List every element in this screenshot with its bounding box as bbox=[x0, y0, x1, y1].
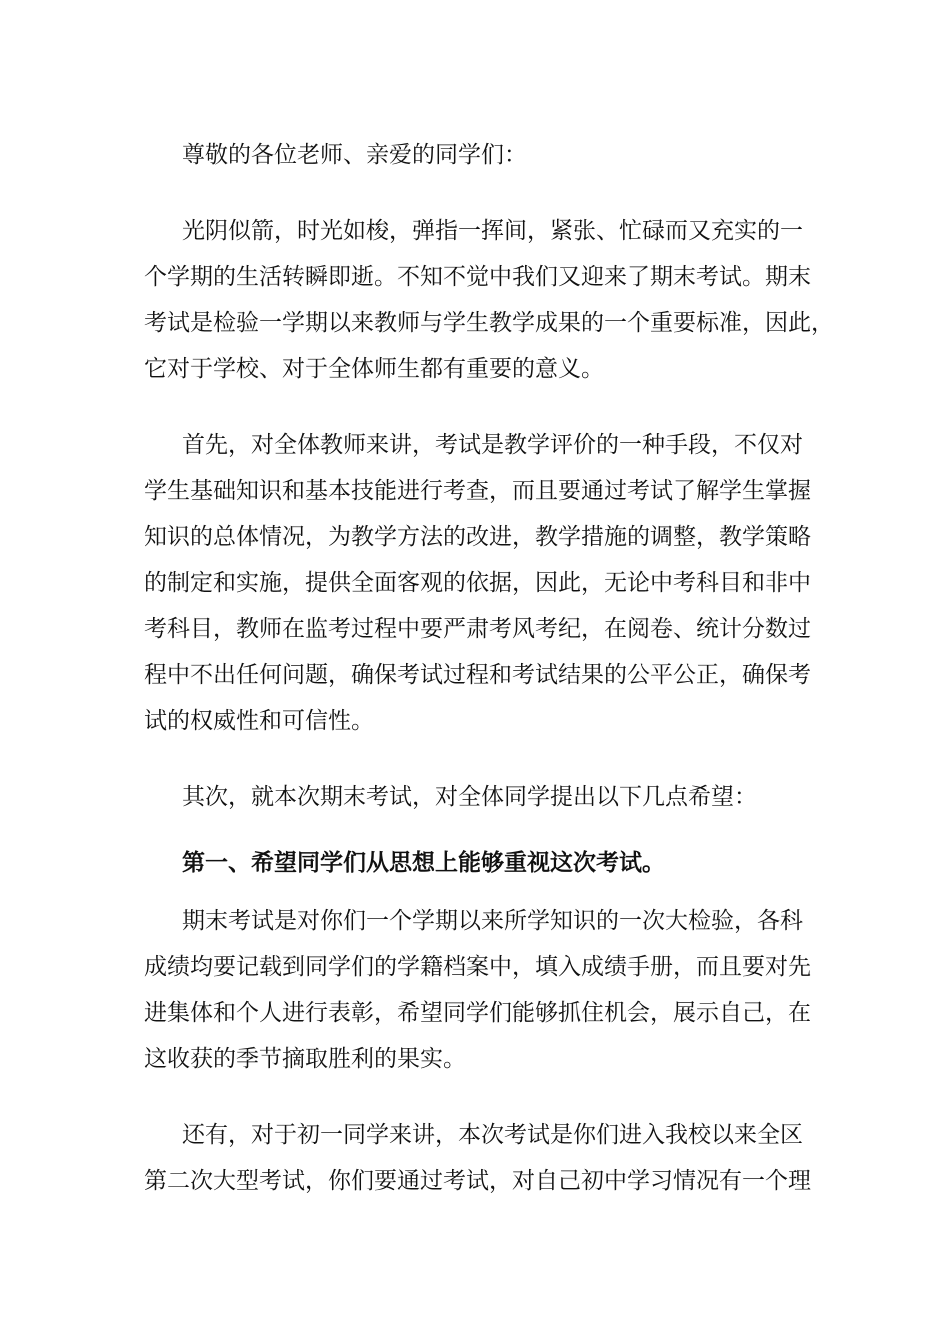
paragraph-line: 期末考试是对你们一个学期以来所学知识的一次大检验，各科 bbox=[182, 908, 803, 934]
paragraph-line: 考试是检验一学期以来教师与学生教学成果的一个重要标准，因此， bbox=[144, 310, 834, 336]
paragraph-line: 程中不出任何问题，确保考试过程和考试结果的公平公正，确保考 bbox=[144, 662, 811, 688]
paragraph-line: 它对于学校、对于全体师生都有重要的意义。 bbox=[144, 356, 604, 382]
paragraph-line: 其次，就本次期末考试，对全体同学提出以下几点希望： bbox=[182, 784, 757, 810]
paragraph-line: 试的权威性和可信性。 bbox=[144, 708, 374, 734]
paragraph-line: 这收获的季节摘取胜利的果实。 bbox=[144, 1046, 466, 1072]
paragraph-line: 第二次大型考试，你们要通过考试，对自己初中学习情况有一个理 bbox=[144, 1168, 811, 1194]
paragraph-line: 光阴似箭，时光如梭，弹指一挥间，紧张、忙碌而又充实的一 bbox=[182, 218, 803, 244]
paragraph-line: 知识的总体情况，为教学方法的改进，教学措施的调整，教学策略 bbox=[144, 524, 811, 550]
paragraph-line: 进集体和个人进行表彰，希望同学们能够抓住机会，展示自己，在 bbox=[144, 1000, 811, 1026]
paragraph-line: 成绩均要记载到同学们的学籍档案中，填入成绩手册，而且要对先 bbox=[144, 954, 811, 980]
paragraph-line: 首先，对全体教师来讲，考试是教学评价的一种手段，不仅对 bbox=[182, 432, 803, 458]
salutation: 尊敬的各位老师、亲爱的同学们： bbox=[182, 142, 527, 168]
paragraph-line: 学生基础知识和基本技能进行考查，而且要通过考试了解学生掌握 bbox=[144, 478, 811, 504]
section-heading: 第一、希望同学们从思想上能够重视这次考试。 bbox=[182, 849, 665, 876]
paragraph-line: 个学期的生活转瞬即逝。不知不觉中我们又迎来了期末考试。期末 bbox=[144, 264, 811, 290]
paragraph-line: 的制定和实施，提供全面客观的依据，因此，无论中考科目和非中 bbox=[144, 570, 811, 596]
paragraph-line: 还有，对于初一同学来讲，本次考试是你们进入我校以来全区 bbox=[182, 1122, 803, 1148]
paragraph-line: 考科目，教师在监考过程中要严肃考风考纪，在阅卷、统计分数过 bbox=[144, 616, 811, 642]
